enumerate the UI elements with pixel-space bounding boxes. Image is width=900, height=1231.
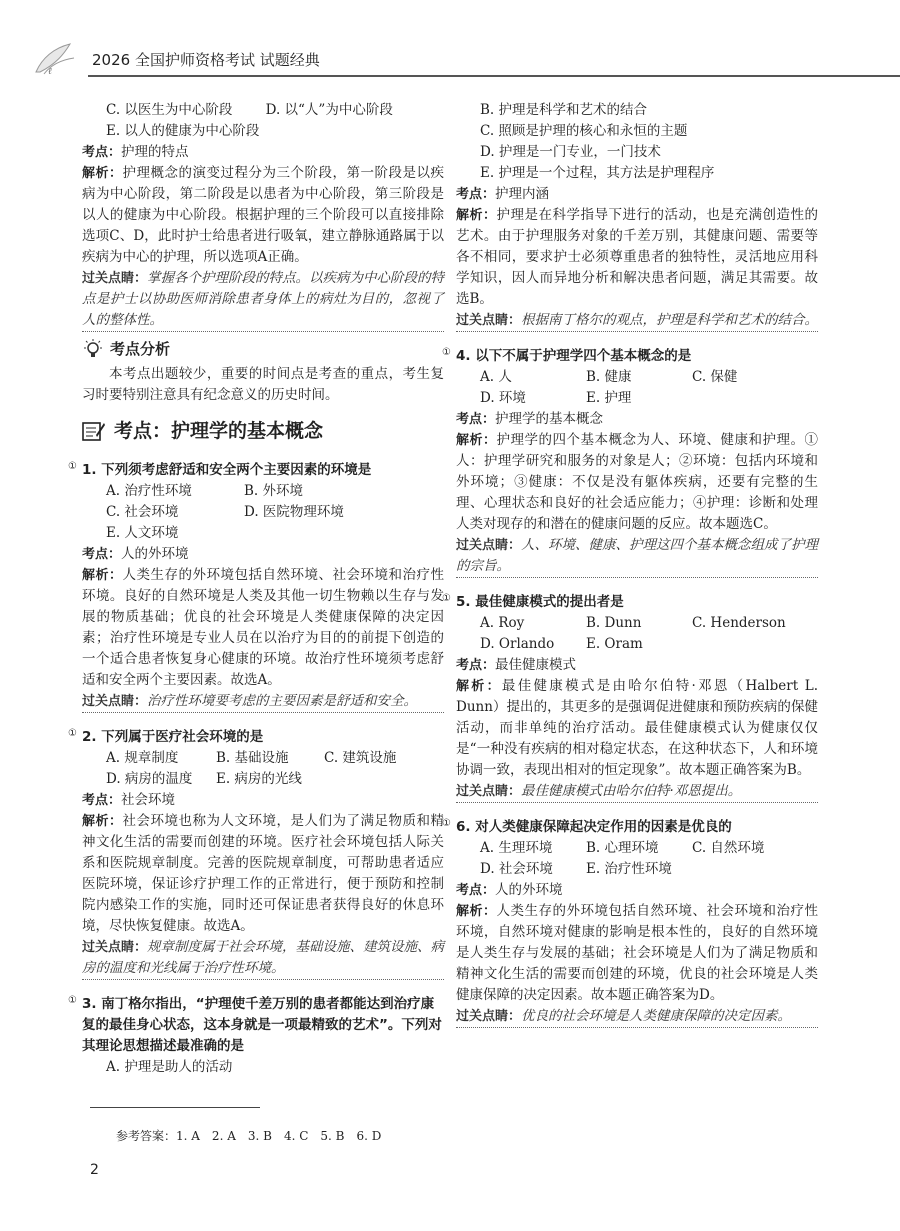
q1-options-row (82, 523, 444, 544)
q6-keypoint: 考点：人的外环境 (456, 882, 563, 898)
answer-key: 参考答案：1. A 2. A 3. B 4. C 5. B 6. D (116, 1129, 382, 1143)
question-1 (68, 460, 444, 481)
question-5 (442, 592, 818, 613)
difficulty-mark: ① (68, 728, 77, 739)
q0-options-row (82, 100, 444, 121)
q3-options-cont (456, 100, 818, 121)
q4-tip: 过关点睛：人、环境、健康、护理这四个基本概念组成了护理的宗旨。 (456, 535, 818, 578)
option-c: C. Henderson (692, 615, 786, 631)
q5-options-row (456, 613, 818, 634)
option-a: A. 生理环境 (480, 840, 553, 856)
option-d: D. 社会环境 (480, 861, 553, 877)
logo-leaf-icon (30, 38, 85, 78)
q0-options-row (82, 121, 444, 142)
option-e: E. 治疗性环境 (586, 861, 672, 877)
question-2 (68, 727, 444, 748)
option-e: E. 人文环境 (106, 525, 179, 541)
option-d: D. 环境 (480, 390, 526, 406)
option-c: C. 保健 (692, 369, 738, 385)
q5-keypoint: 考点：最佳健康模式 (456, 657, 577, 673)
q5-tip: 过关点睛：最佳健康模式由哈尔伯特·邓恩提出。 (456, 781, 818, 803)
q3-explanation: 解析：护理是在科学指导下进行的活动，也是充满创造性的艺术。由于护理服务对象的千差万别，其健康问题、需要等各不相同，要求护士必须尊重患者的独特性，灵活地应用科学知识，因人而异地分析和解决患者问题，满足其需要。故选B。 (456, 207, 818, 307)
difficulty-mark: ① (442, 347, 451, 358)
q3-keypoint: 考点：护理内涵 (456, 186, 550, 202)
q0-tip: 过关点睛：掌握各个护理阶段的特点。以疾病为中心阶段的特点是护士以协助医师消除患者身体上的病灶为目的，忽视了人的整体性。 (82, 268, 444, 332)
option-d: D. 医院物理环境 (244, 504, 344, 520)
page-header (0, 0, 900, 78)
section-title: 考点：护理学的基本概念 (114, 419, 324, 442)
option-a: A. 治疗性环境 (106, 483, 192, 499)
option-b: B. 基础设施 (216, 750, 289, 766)
option-d: D. 病房的温度 (106, 771, 193, 787)
header-title: 2026 全国护师资格考试 试题经典 (92, 51, 320, 69)
q4-explanation: 解析：护理学的四个基本概念为人、环境、健康和护理。①人：护理学研究和服务的对象是人；②环境：包括内环境和外环境；③健康：不仅是没有躯体疾病，还要有完整的生理、心理状态和良好的社会适应能力；④护理：诊断和处理人类对现存的和潜在的健康问题的反应。故本题选C。 (456, 432, 818, 532)
question-6 (442, 817, 818, 838)
difficulty-mark: ① (442, 818, 451, 829)
q0-option-e: E. 以人的健康为中心阶段 (106, 123, 260, 139)
question-stem: 4. 以下不属于护理学四个基本概念的是 (456, 348, 692, 364)
analysis-title: 考点分析 (110, 339, 171, 358)
q1-options-row (82, 481, 444, 502)
q4-keypoint: 考点：护理学的基本概念 (456, 411, 604, 427)
option-a: A. 人 (480, 369, 512, 385)
option-b: B. 外环境 (244, 483, 304, 499)
q1-explanation: 解析：人类生存的外环境包括自然环境、社会环境和治疗性环境。良好的自然环境是人类及其他一切生物赖以生存与发展的物质基础；优良的社会环境是人类健康保障的决定因素；治疗性环境是专业人员在以治疗为目的的前提下创造的一个适合患者恢复身心健康的环境。故治疗性环境须考虑舒适和安全两个主要因素。故选A。 (82, 567, 444, 688)
right-column (442, 100, 819, 1028)
q3-tip: 过关点睛：根据南丁格尔的观点，护理是科学和艺术的结合。 (456, 310, 818, 332)
option-b: B. 护理是科学和艺术的结合 (480, 102, 648, 118)
difficulty-mark: ① (68, 461, 77, 472)
lightbulb-icon (82, 338, 104, 360)
question-stem: 1. 下列须考虑舒适和安全两个主要因素的环境是 (82, 462, 372, 478)
difficulty-mark: ① (68, 995, 77, 1006)
question-4 (442, 346, 818, 367)
q2-keypoint: 考点：社会环境 (82, 792, 176, 808)
question-3 (68, 994, 444, 1057)
q4-options-row (456, 388, 818, 409)
q2-options-row (82, 748, 444, 769)
option-e: E. 病房的光线 (216, 771, 302, 787)
option-c: C. 建筑设施 (324, 750, 397, 766)
option-c: C. 社会环境 (106, 504, 179, 520)
q6-explanation: 解析：人类生存的外环境包括自然环境、社会环境和治疗性环境，自然环境对健康的影响是根本性的，良好的自然环境是人类生存与发展的基础；社会环境是人们为了满足物质和精神文化生活的需要而创建的环境，优良的社会环境是人类健康保障的决定因素。故本题正确答案为D。 (456, 903, 818, 1003)
q0-explanation: 解析：护理概念的演变过程分为三个阶段，第一阶段是以疾病为中心阶段，第二阶段是以患者为中心阶段，第三阶段是以人的健康为中心阶段。根据护理的三个阶段可以直接排除选项C、D，此时护士给患者进行吸氧，建立静脉通路属于以疾病为中心的护理，所以选项A正确。 (82, 165, 444, 265)
option-a: A. Roy (480, 615, 525, 631)
q3-options-cont (456, 142, 818, 163)
option-d: D. 护理是一门专业，一门技术 (480, 144, 661, 160)
footnote-rule (90, 1107, 260, 1108)
q3-options-cont (456, 121, 818, 142)
q1-options-row (82, 502, 444, 523)
option-b: B. Dunn (586, 615, 642, 631)
q6-options-row (456, 859, 818, 880)
difficulty-mark: ① (442, 593, 451, 604)
option-e: E. 护理 (586, 390, 632, 406)
analysis-text: 本考点出题较少，重要的时间点是考查的重点，考生复习时要特别注意具有纪念意义的历史时间。 (82, 366, 444, 403)
q0-option-d: D. 以“人”为中心阶段 (265, 102, 393, 118)
q6-tip: 过关点睛：优良的社会环境是人类健康保障的决定因素。 (456, 1006, 818, 1028)
option-a: A. 护理是助人的活动 (106, 1059, 233, 1075)
page-number: 2 (90, 1162, 99, 1178)
option-b: B. 心理环境 (586, 840, 659, 856)
question-stem: 2. 下列属于医疗社会环境的是 (82, 729, 264, 745)
option-c: C. 照顾是护理的核心和永恒的主题 (480, 123, 688, 139)
section-heading (82, 420, 444, 442)
q2-explanation: 解析：社会环境也称为人文环境，是人们为了满足物质和精神文化生活的需要而创建的环境。医疗社会环境包括人际关系和医院规章制度。完善的医院规章制度，可帮助患者适应医院环境，保证诊疗护理工作的正常进行，便于预防和控制院内感染工作的实施，同时还可保证患者获得良好的休息环境，尽快恢复健康。故选A。 (82, 813, 444, 934)
q0-option-c: C. 以医生为中心阶段 (106, 102, 233, 118)
option-d: D. Orlando (480, 636, 555, 652)
analysis-heading (82, 338, 444, 360)
question-stem: 5. 最佳健康模式的提出者是 (456, 594, 624, 610)
q4-options-row (456, 367, 818, 388)
option-b: B. 健康 (586, 369, 632, 385)
q3-options-cont (456, 163, 818, 184)
q2-tip: 过关点睛：规章制度属于社会环境，基础设施、建筑设施、病房的温度和光线属于治疗性环境。 (82, 937, 444, 980)
q5-explanation: 解析：最佳健康模式是由哈尔伯特·邓恩（Halbert L. Dunn）提出的，其更多的是强调促进健康和预防疾病的保健活动，而非单纯的治疗活动。最佳健康模式认为健康仅仅是“一种没有疾病的相对稳定状态，在这种状态下，人和环境协调一致，表现出相对的恒定现象”。故本题正确答案为B。 (456, 678, 818, 778)
question-stem: 6. 对人类健康保障起决定作用的因素是优良的 (456, 819, 732, 835)
option-e: E. Oram (586, 636, 643, 652)
svg-text:ℓ: ℓ (48, 67, 52, 77)
q2-options-row (82, 769, 444, 790)
q0-keypoint: 考点：护理的特点 (82, 144, 189, 160)
option-e: E. 护理是一个过程，其方法是护理程序 (480, 165, 715, 181)
option-c: C. 自然环境 (692, 840, 765, 856)
notebook-icon (82, 420, 106, 442)
option-a: A. 规章制度 (106, 750, 179, 766)
q5-options-row (456, 634, 818, 655)
question-stem: 3. 南丁格尔指出，“护理使千差万别的患者都能达到治疗康复的最佳身心状态，这本身就是一项最精致的艺术”。下列对其理论思想描述最准确的是 (82, 996, 442, 1054)
q1-keypoint: 考点：人的外环境 (82, 546, 189, 562)
header-rule (88, 75, 900, 77)
q3-options-row (82, 1057, 444, 1078)
left-column (68, 100, 445, 1078)
q1-tip: 过关点睛：治疗性环境要考虑的主要因素是舒适和安全。 (82, 691, 444, 713)
q6-options-row (456, 838, 818, 859)
